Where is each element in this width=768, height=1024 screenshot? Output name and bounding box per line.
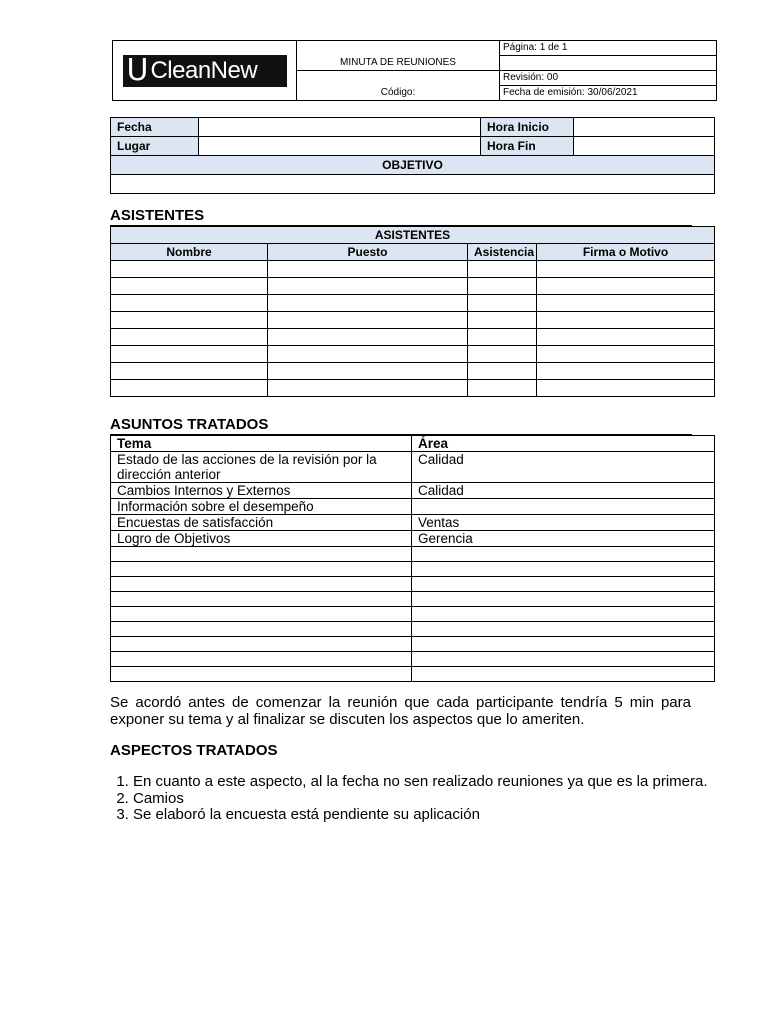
tema-cell[interactable] xyxy=(111,667,412,682)
firma-cell[interactable] xyxy=(537,261,715,278)
table-row xyxy=(111,261,715,278)
aspects-heading: ASPECTOS TRATADOS xyxy=(110,742,278,759)
tema-cell[interactable] xyxy=(111,547,412,562)
objetivo-field[interactable] xyxy=(111,175,715,194)
table-row xyxy=(111,637,715,652)
table-row xyxy=(111,515,715,531)
area-cell[interactable] xyxy=(412,499,715,515)
list-item: 3. Se elaboró la encuesta está pendiente su aplicación xyxy=(133,807,714,824)
nombre-cell[interactable] xyxy=(111,363,268,380)
area-cell[interactable] xyxy=(412,622,715,637)
area-cell[interactable] xyxy=(412,592,715,607)
objetivo-label: OBJETIVO xyxy=(111,156,715,175)
column-header: Área xyxy=(412,436,715,452)
lugar-label: Lugar xyxy=(111,137,199,156)
area-cell[interactable] xyxy=(412,667,715,682)
tema-cell[interactable]: Información sobre el desempeño xyxy=(111,499,412,515)
area-cell[interactable]: Gerencia xyxy=(412,531,715,547)
firma-cell[interactable] xyxy=(537,295,715,312)
tema-cell[interactable] xyxy=(111,652,412,667)
attendees-table xyxy=(110,226,715,397)
tema-cell[interactable] xyxy=(111,592,412,607)
table-row xyxy=(111,652,715,667)
revision: Revisión: 00 xyxy=(500,71,717,86)
topics-heading: ASUNTOS TRATADOS xyxy=(110,416,269,433)
firma-cell[interactable] xyxy=(537,278,715,295)
asistencia-cell[interactable] xyxy=(468,346,537,363)
company-logo xyxy=(123,52,287,88)
table-row xyxy=(111,562,715,577)
nombre-cell[interactable] xyxy=(111,312,268,329)
hora-inicio-field[interactable] xyxy=(574,118,715,137)
tema-cell[interactable] xyxy=(111,607,412,622)
asistencia-cell[interactable] xyxy=(468,261,537,278)
puesto-cell[interactable] xyxy=(268,346,468,363)
column-header: Nombre xyxy=(111,244,268,261)
list-item: 1. En cuanto a este aspecto, al la fecha no sen realizado reuniones ya que es la primera. xyxy=(133,774,714,791)
column-header: Tema xyxy=(111,436,412,452)
topics-table xyxy=(110,435,715,682)
attendees-heading: ASISTENTES xyxy=(110,207,205,224)
puesto-cell[interactable] xyxy=(268,380,468,397)
area-cell[interactable] xyxy=(412,547,715,562)
fecha-field[interactable] xyxy=(199,118,481,137)
area-cell[interactable] xyxy=(412,652,715,667)
table-row xyxy=(111,622,715,637)
asistencia-cell[interactable] xyxy=(468,278,537,295)
hora-fin-field[interactable] xyxy=(574,137,715,156)
table-row xyxy=(111,499,715,515)
table-row xyxy=(111,592,715,607)
code-label: Código: xyxy=(297,71,500,101)
table-row xyxy=(111,452,715,483)
column-header: Firma o Motivo xyxy=(537,244,715,261)
tema-cell[interactable] xyxy=(111,637,412,652)
table-row xyxy=(111,295,715,312)
logo-u-icon: U xyxy=(126,52,149,88)
tema-cell[interactable] xyxy=(111,577,412,592)
tema-cell[interactable]: Cambios Internos y Externos xyxy=(111,483,412,499)
meeting-info-table xyxy=(110,117,715,194)
puesto-cell[interactable] xyxy=(268,261,468,278)
area-cell[interactable] xyxy=(412,607,715,622)
table-row xyxy=(111,380,715,397)
table-row xyxy=(111,607,715,622)
table-row xyxy=(111,278,715,295)
agreement-paragraph: Se acordó antes de comenzar la reunión que cada participante tendría 5 min para exponer su tema y al finalizar se discuten los aspectos que lo ameriten. xyxy=(110,694,691,728)
hora-inicio-label: Hora Inicio xyxy=(481,118,574,137)
tema-cell[interactable] xyxy=(111,622,412,637)
firma-cell[interactable] xyxy=(537,380,715,397)
aspects-list xyxy=(110,774,714,824)
nombre-cell[interactable] xyxy=(111,380,268,397)
puesto-cell[interactable] xyxy=(268,295,468,312)
tema-cell[interactable] xyxy=(111,562,412,577)
lugar-field[interactable] xyxy=(199,137,481,156)
document-title: MINUTA DE REUNIONES xyxy=(297,41,500,71)
nombre-cell[interactable] xyxy=(111,329,268,346)
column-header: Asistencia xyxy=(468,244,537,261)
page-number: Página: 1 de 1 xyxy=(500,41,717,56)
document-header xyxy=(112,40,717,101)
nombre-cell[interactable] xyxy=(111,278,268,295)
firma-cell[interactable] xyxy=(537,312,715,329)
nombre-cell[interactable] xyxy=(111,261,268,278)
area-cell[interactable]: Ventas xyxy=(412,515,715,531)
table-row xyxy=(111,483,715,499)
table-row xyxy=(111,547,715,562)
area-cell[interactable]: Calidad xyxy=(412,452,715,483)
area-cell[interactable] xyxy=(412,577,715,592)
logo-text: CleanNew xyxy=(150,56,258,84)
issue-date: Fecha de emisión: 30/06/2021 xyxy=(500,86,717,101)
area-cell[interactable]: Calidad xyxy=(412,483,715,499)
asistencia-cell[interactable] xyxy=(468,312,537,329)
tema-cell[interactable]: Estado de las acciones de la revisión por la dirección anterior xyxy=(111,452,412,483)
hora-fin-label: Hora Fin xyxy=(481,137,574,156)
firma-cell[interactable] xyxy=(537,329,715,346)
puesto-cell[interactable] xyxy=(268,363,468,380)
table-row xyxy=(111,346,715,363)
fecha-label: Fecha xyxy=(111,118,199,137)
puesto-cell[interactable] xyxy=(268,329,468,346)
asistencia-cell[interactable] xyxy=(468,380,537,397)
list-item: 2. Camios xyxy=(133,791,714,808)
table-row xyxy=(111,577,715,592)
blank-cell xyxy=(500,56,717,71)
asistencia-cell[interactable] xyxy=(468,363,537,380)
table-row xyxy=(111,329,715,346)
puesto-cell[interactable] xyxy=(268,278,468,295)
table-row xyxy=(111,363,715,380)
nombre-cell[interactable] xyxy=(111,295,268,312)
firma-cell[interactable] xyxy=(537,363,715,380)
logo-cell xyxy=(113,41,297,101)
table-row xyxy=(111,667,715,682)
area-cell[interactable] xyxy=(412,637,715,652)
tema-cell[interactable]: Encuestas de satisfacción xyxy=(111,515,412,531)
tema-cell[interactable]: Logro de Objetivos xyxy=(111,531,412,547)
asistencia-cell[interactable] xyxy=(468,295,537,312)
area-cell[interactable] xyxy=(412,562,715,577)
nombre-cell[interactable] xyxy=(111,346,268,363)
table-row xyxy=(111,312,715,329)
column-header: Puesto xyxy=(268,244,468,261)
table-row xyxy=(111,531,715,547)
asistencia-cell[interactable] xyxy=(468,329,537,346)
firma-cell[interactable] xyxy=(537,346,715,363)
puesto-cell[interactable] xyxy=(268,312,468,329)
attendees-table-title: ASISTENTES xyxy=(111,227,715,244)
